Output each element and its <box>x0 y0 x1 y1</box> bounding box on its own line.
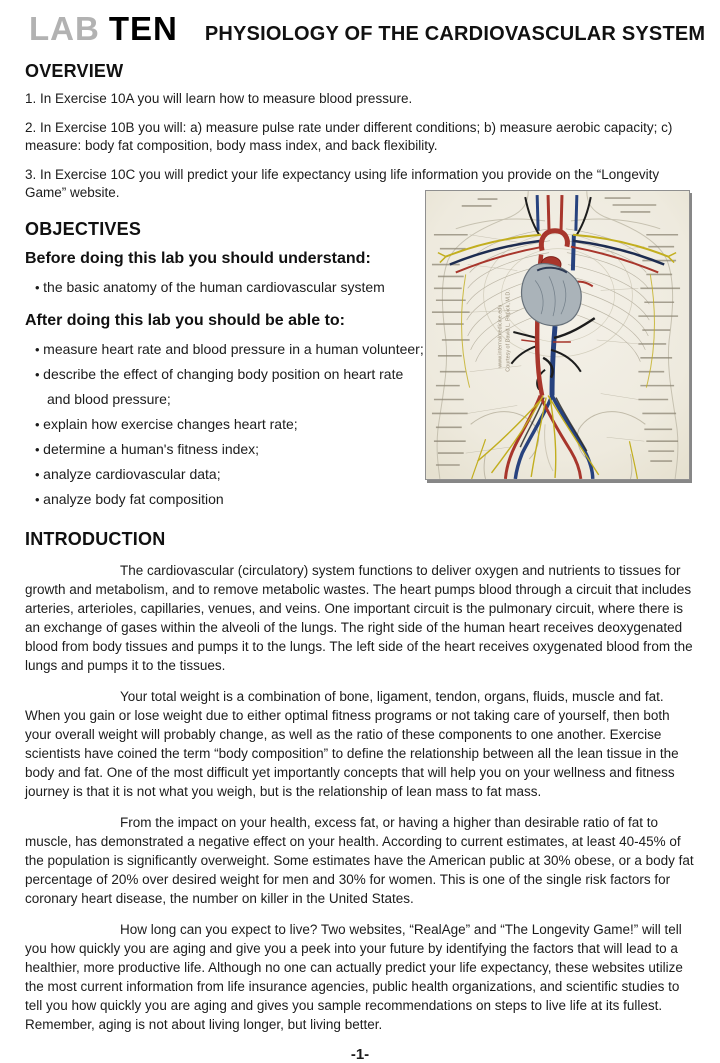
course-title: PHYSIOLOGY OF THE CARDIOVASCULAR SYSTEM <box>204 23 706 45</box>
intro-paragraph: Your total weight is a combination of bone, ligament, tendon, organs, fluids, muscle and fat. When you gain or lose weight due to either optimal fitness programs or not taking care of yourself, then both your overall weight will probably change, as well as the ratio of these components to one another. Exercise scientists have coined the term “body composition” to define the relationship between all the lean tissue in the body and fat. One of the most difficult yet importantly concepts that will help you on your wellness and fitness journey is that it is not what you weigh, but is the relationship of lean mass to fat mass. <box>25 688 679 799</box>
objective-bullet: • analyze cardiovascular data; <box>25 462 427 487</box>
objective-bullet: • measure heart rate and blood pressure in a human volunteer; <box>25 337 427 362</box>
page-title <box>29 10 706 48</box>
objectives-section <box>25 219 427 512</box>
introduction-section <box>25 529 695 1034</box>
figure-watermark-line1: www.internalmedicine.edu <box>497 304 504 368</box>
overview-item: 1. In Exercise 10A you will learn how to measure blood pressure. <box>25 91 413 106</box>
intro-paragraph: From the impact on your health, excess fat, or having a higher than desirable ratio of fat to muscle, has demonstrated a negative effect on your health. According to current estimates, at least 40-45% of the population is significantly overweight. Some estimates have the American public at 30% obese, or a body fat percentage of 20% over desired weight for men and 30% for women. This is one of the single risk factors for coronary heart disease, the number on killer in the United States. <box>25 814 694 906</box>
cardiovascular-anatomy-figure <box>425 190 690 480</box>
page-number: -1- <box>350 1045 370 1063</box>
objective-bullet: • the basic anatomy of the human cardiovascular system <box>25 275 427 300</box>
introduction-heading: INTRODUCTION <box>25 528 166 549</box>
objectives-before-list <box>25 275 427 300</box>
objectives-heading: OBJECTIVES <box>25 218 142 239</box>
lab-word: LAB <box>29 10 100 47</box>
anatomy-illustration-svg <box>426 191 689 479</box>
intro-paragraph: The cardiovascular (circulatory) system functions to deliver oxygen and nutrients to tissues for growth and metabolism, and to remove metabolic wastes. The heart pumps blood through a circuit that includes arteries, arterioles, capillaries, venues, and veins. One important circuit is the pulmonary circuit, where there is an exchange of gases within the alveoli of the lungs. The right side of the human heart receives deoxygenated blood from body tissues and pumps it to the lungs. The left side of the heart receives oxygenated blood from the lungs and pumps it to the tissues. <box>25 562 693 673</box>
objectives-after-heading: After doing this lab you should be able to: <box>25 311 345 329</box>
objective-bullet: • explain how exercise changes heart rate; <box>25 412 427 437</box>
overview-item: 3. In Exercise 10C you will predict your life expectancy using life information you provide on the “Longevity Game” website. <box>25 166 660 200</box>
overview-heading: OVERVIEW <box>25 61 124 81</box>
figure-watermark-line2: Courtesy of David L. Popick, M.D. <box>505 290 512 372</box>
objectives-before-heading: Before doing this lab you should understand: <box>25 249 371 267</box>
overview-item: 2. In Exercise 10B you will: a) measure pulse rate under different conditions; b) measure aerobic capacity; c) measure: body fat composition, body mass index, and back flexibility. <box>25 119 673 153</box>
intro-paragraph: How long can you expect to live? Two websites, “RealAge” and “The Longevity Game!” will tell you how quickly you are aging and give you a peek into your future by identifying the factors that will lead to a healthier, more productive life. Although no one can actually predict your life expectancy, these websites utilize the most current information from life insurance agencies, public health organizations, and scientific studies to tell you how quickly you are aging and gives you sample recommendations on steps to live life at its fullest. Remember, aging is not about living longer, but living better. <box>25 921 683 1032</box>
objective-bullet: • describe the effect of changing body position on heart rate and blood pressure; <box>25 362 427 412</box>
objective-bullet: • determine a human's fitness index; <box>25 437 427 462</box>
overview-section <box>25 90 695 203</box>
objectives-after-list <box>25 337 427 512</box>
objective-bullet: • analyze body fat composition <box>25 487 427 512</box>
lab-number: TEN <box>108 10 178 47</box>
